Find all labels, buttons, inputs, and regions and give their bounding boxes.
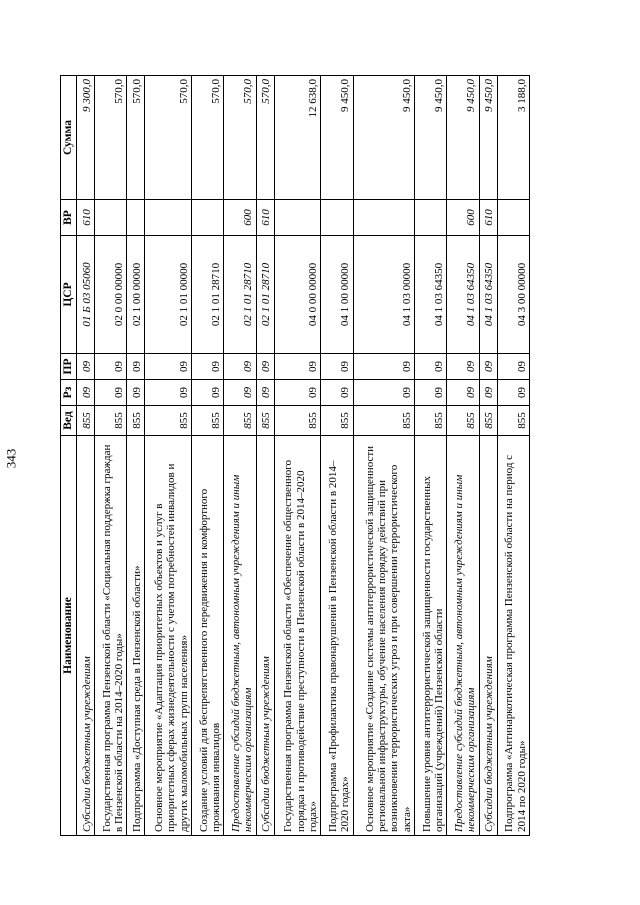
- cell-ved: 855: [274, 406, 321, 436]
- page-number: 343: [3, 448, 19, 469]
- cell-csr: 04 0 00 00000: [274, 236, 321, 354]
- cell-name: Предоставление субсидий бюджетным, автономным учреждениям и иным некоммерческим организациям: [447, 436, 479, 836]
- cell-name: Субсидии бюджетным учреждениям: [479, 436, 497, 836]
- cell-sum: 570,0: [191, 76, 223, 200]
- cell-pr: 09: [145, 354, 192, 380]
- cell-name: Государственная программа Пензенской области «Социальная поддержка граждан в Пензенской области на 2014–2020 годы»: [94, 436, 126, 836]
- table-row: [274, 76, 321, 836]
- budget-table-container: [60, 76, 530, 836]
- cell-csr: 04 1 03 00000: [353, 236, 414, 354]
- header-ved: Вед: [61, 406, 77, 436]
- cell-name: Субсидии бюджетным учреждениям: [76, 436, 94, 836]
- cell-csr: 04 3 00 00000: [497, 236, 529, 354]
- cell-pr: 09: [256, 354, 274, 380]
- table-row: [127, 76, 145, 836]
- cell-pr: 09: [76, 354, 94, 380]
- cell-ved: 855: [321, 406, 353, 436]
- cell-ved: 855: [479, 406, 497, 436]
- cell-pr: 09: [497, 354, 529, 380]
- cell-pr: 09: [274, 354, 321, 380]
- header-pr: ПР: [61, 354, 77, 380]
- cell-csr: 02 1 01 28710: [224, 236, 256, 354]
- cell-name: Субсидии бюджетным учреждениям: [256, 436, 274, 836]
- cell-ved: 855: [94, 406, 126, 436]
- cell-pr: 09: [447, 354, 479, 380]
- cell-vr: [414, 200, 446, 236]
- cell-rz: 09: [191, 380, 223, 406]
- cell-rz: 09: [497, 380, 529, 406]
- cell-ved: 855: [145, 406, 192, 436]
- cell-vr: 600: [224, 200, 256, 236]
- cell-rz: 09: [256, 380, 274, 406]
- cell-csr: 04 1 03 64350: [479, 236, 497, 354]
- cell-ved: 855: [353, 406, 414, 436]
- cell-ved: 855: [191, 406, 223, 436]
- cell-rz: 09: [127, 380, 145, 406]
- table-row: [353, 76, 414, 836]
- cell-vr: [191, 200, 223, 236]
- table-row: [321, 76, 353, 836]
- header-sum: Сумма: [61, 76, 77, 200]
- cell-csr: 02 1 01 28710: [191, 236, 223, 354]
- cell-name: Основное мероприятие «Адаптация приоритетных объектов и услуг в приоритетных сферах жизнедеятельности с учетом потребностей инвалидов и других маломобильных групп населения»: [145, 436, 192, 836]
- cell-sum: 9 300,0: [76, 76, 94, 200]
- cell-csr: 02 1 01 00000: [145, 236, 192, 354]
- cell-vr: [274, 200, 321, 236]
- cell-rz: 09: [479, 380, 497, 406]
- cell-sum: 570,0: [127, 76, 145, 200]
- cell-pr: 09: [191, 354, 223, 380]
- table-row: [414, 76, 446, 836]
- cell-vr: [94, 200, 126, 236]
- cell-rz: 09: [224, 380, 256, 406]
- cell-name: Подпрограмма «Антинаркотическая программа Пензенской области на период с 2014 по 2020 годы»: [497, 436, 529, 836]
- cell-csr: 02 0 00 00000: [94, 236, 126, 354]
- cell-ved: 855: [256, 406, 274, 436]
- cell-vr: [497, 200, 529, 236]
- cell-pr: 09: [353, 354, 414, 380]
- cell-pr: 09: [321, 354, 353, 380]
- table-row: [447, 76, 479, 836]
- table-row: [94, 76, 126, 836]
- cell-vr: [127, 200, 145, 236]
- cell-csr: 01 Б 03 05060: [76, 236, 94, 354]
- cell-csr: 04 1 03 64350: [414, 236, 446, 354]
- cell-csr: 02 1 01 28710: [256, 236, 274, 354]
- cell-ved: 855: [447, 406, 479, 436]
- cell-pr: 09: [224, 354, 256, 380]
- cell-sum: 570,0: [256, 76, 274, 200]
- cell-name: Основное мероприятие «Создание системы антитеррористической защищенности региональной инфраструктуры, обучение населения порядку действий при возникновении террористических угроз и при совершении террористического акта»: [353, 436, 414, 836]
- cell-ved: 855: [414, 406, 446, 436]
- cell-sum: 570,0: [224, 76, 256, 200]
- cell-csr: 04 1 03 64350: [447, 236, 479, 354]
- table-row: [145, 76, 192, 836]
- cell-sum: 9 450,0: [414, 76, 446, 200]
- cell-name: Подпрограмма «Профилактика правонарушений в Пензенской области в 2014–2020 годах»: [321, 436, 353, 836]
- cell-rz: 09: [414, 380, 446, 406]
- cell-sum: 570,0: [94, 76, 126, 200]
- cell-rz: 09: [353, 380, 414, 406]
- cell-vr: 610: [479, 200, 497, 236]
- cell-rz: 09: [447, 380, 479, 406]
- cell-sum: 12 638,0: [274, 76, 321, 200]
- cell-ved: 855: [127, 406, 145, 436]
- cell-sum: 9 450,0: [447, 76, 479, 200]
- cell-sum: 570,0: [145, 76, 192, 200]
- table-header-row: [61, 76, 77, 836]
- cell-csr: 04 1 00 00000: [321, 236, 353, 354]
- cell-ved: 855: [497, 406, 529, 436]
- cell-rz: 09: [145, 380, 192, 406]
- cell-vr: 600: [447, 200, 479, 236]
- header-vr: ВР: [61, 200, 77, 236]
- cell-ved: 855: [76, 406, 94, 436]
- table-row: [191, 76, 223, 836]
- cell-name: Предоставление субсидий бюджетным, автономным учреждениям и иным некоммерческим организациям: [224, 436, 256, 836]
- cell-pr: 09: [94, 354, 126, 380]
- cell-sum: 9 450,0: [353, 76, 414, 200]
- cell-ved: 855: [224, 406, 256, 436]
- header-name: Наименование: [61, 436, 77, 836]
- table-row: [497, 76, 529, 836]
- cell-pr: 09: [479, 354, 497, 380]
- cell-name: Повышение уровня антитеррористической защищенности государственных организаций (учреждений) Пензенской области: [414, 436, 446, 836]
- cell-vr: 610: [76, 200, 94, 236]
- cell-rz: 09: [321, 380, 353, 406]
- cell-pr: 09: [127, 354, 145, 380]
- table-row: [76, 76, 94, 836]
- cell-name: Создание условий для беспрепятственного передвижения и комфортного проживания инвалидов: [191, 436, 223, 836]
- header-csr: ЦСР: [61, 236, 77, 354]
- table-row: [224, 76, 256, 836]
- cell-vr: [321, 200, 353, 236]
- cell-vr: [353, 200, 414, 236]
- cell-name: Государственная программа Пензенской области «Обеспечение общественного порядка и противодействие преступности в Пензенской области в 2014–2020 годах»: [274, 436, 321, 836]
- cell-vr: 610: [256, 200, 274, 236]
- cell-rz: 09: [94, 380, 126, 406]
- header-rz: Рз: [61, 380, 77, 406]
- cell-sum: 9 450,0: [321, 76, 353, 200]
- cell-rz: 09: [274, 380, 321, 406]
- cell-sum: 3 188,0: [497, 76, 529, 200]
- table-row: [256, 76, 274, 836]
- table-row: [479, 76, 497, 836]
- cell-vr: [145, 200, 192, 236]
- cell-csr: 02 1 00 00000: [127, 236, 145, 354]
- cell-pr: 09: [414, 354, 446, 380]
- cell-rz: 09: [76, 380, 94, 406]
- budget-table: [60, 75, 530, 836]
- cell-sum: 9 450,0: [479, 76, 497, 200]
- cell-name: Подпрограмма «Доступная среда в Пензенской области»: [127, 436, 145, 836]
